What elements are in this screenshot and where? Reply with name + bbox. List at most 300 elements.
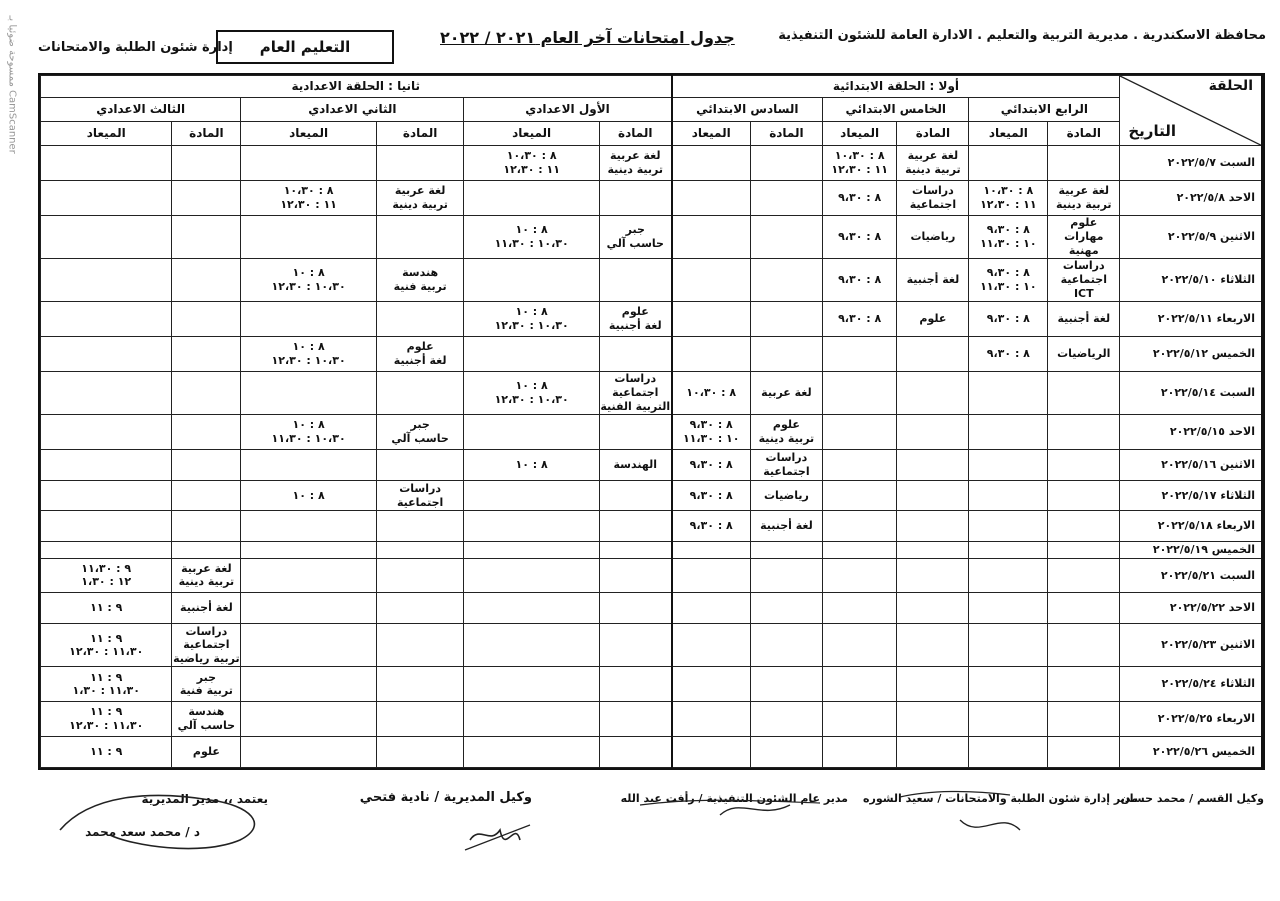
- subject-line: الهندسة: [613, 457, 658, 471]
- time-cell: [969, 624, 1048, 667]
- time-line: ١٠ : ١١،٣٠: [980, 280, 1037, 294]
- time-line: ١١،٣٠ : ١٢،٣٠: [69, 645, 144, 659]
- time-cell: [969, 302, 1048, 337]
- subject-cell: [750, 337, 822, 372]
- subject-cell: [897, 449, 969, 480]
- subject-cell: [376, 258, 463, 301]
- schedule-row: [41, 449, 1263, 480]
- date-cell: الاربعاء ٢٠٢٢/٥/١١: [1120, 302, 1262, 337]
- time-line: ٨ : ٩،٣٠: [689, 457, 733, 471]
- time-cell: [822, 480, 896, 511]
- schedule-row: [41, 593, 1263, 624]
- time-cell: [41, 337, 172, 372]
- time-cell: [464, 180, 600, 215]
- signature-approval: يعتمد ،، مدير المديرية: [141, 792, 268, 806]
- subject-cell: [599, 558, 671, 593]
- handwritten-signatures-icon: [0, 785, 1280, 895]
- time-column-header: الميعاد: [969, 122, 1048, 146]
- signature-directorate-deputy: وكيل المديرية / نادية فتحي: [359, 790, 532, 805]
- date-cell: الخميس ٢٠٢٢/٥/٢٦: [1120, 737, 1262, 768]
- subject-cell: [897, 258, 969, 301]
- time-line: ١١ : ١٢،٣٠: [280, 197, 337, 211]
- date-cell: الاحد ٢٠٢٢/٥/٢٢: [1120, 593, 1262, 624]
- subject-cell: [897, 415, 969, 450]
- subject-cell: [897, 146, 969, 181]
- time-line: ٨ : ١٠: [292, 488, 325, 502]
- grade-header: الرابع الابتدائي: [969, 98, 1120, 122]
- subject-line: دراسات اجتماعية: [183, 624, 230, 652]
- time-cell: [464, 146, 600, 181]
- subject-cell: [172, 180, 241, 215]
- subject-line: هندسة: [188, 705, 225, 719]
- subject-line: تربية رياضية: [173, 652, 240, 666]
- time-line: ١٠،٣٠ : ١٢،٣٠: [271, 353, 346, 367]
- time-cell: [464, 511, 600, 542]
- primary-stage-header: أولا : الحلقة الابتدائية: [672, 76, 1120, 98]
- schedule-row: [41, 415, 1263, 450]
- subject-cell: [172, 337, 241, 372]
- date-cell: الاثنين ٢٠٢٢/٥/٢٣: [1120, 624, 1262, 667]
- subject-cell: [1048, 337, 1120, 372]
- time-cell: [464, 667, 600, 702]
- time-cell: [969, 415, 1048, 450]
- subject-cell: [376, 702, 463, 737]
- time-cell: [41, 415, 172, 450]
- grade-header: الثاني الاعدادي: [241, 98, 464, 122]
- subject-line: علوم: [772, 418, 800, 432]
- subject-cell: [750, 542, 822, 558]
- time-line: ١١ : ١٢،٣٠: [831, 162, 888, 176]
- time-cell: [41, 215, 172, 258]
- subject-column-header: المادة: [172, 122, 241, 146]
- subject-cell: [599, 542, 671, 558]
- time-line: ٨ : ١٠: [515, 379, 548, 393]
- schedule-row: [41, 180, 1263, 215]
- time-cell: [41, 702, 172, 737]
- time-line: ٨ : ٩،٣٠: [838, 273, 882, 287]
- subject-cell: [750, 258, 822, 301]
- time-line: ٨ : ١٠،٣٠: [983, 183, 1034, 197]
- schedule-row: [41, 702, 1263, 737]
- time-line: ١٠ : ١١،٣٠: [980, 236, 1037, 250]
- subject-line: الرياضيات: [1057, 347, 1111, 361]
- time-cell: [822, 337, 896, 372]
- subject-cell: [599, 302, 671, 337]
- time-cell: [822, 302, 896, 337]
- subject-line: لغة أجنبية: [760, 519, 813, 533]
- time-cell: [41, 302, 172, 337]
- time-cell: [464, 258, 600, 301]
- subject-cell: [1048, 511, 1120, 542]
- time-cell: [41, 667, 172, 702]
- time-cell: [822, 415, 896, 450]
- subject-cell: [376, 593, 463, 624]
- subject-cell: [1048, 215, 1120, 258]
- date-cell: السبت ٢٠٢٢/٥/٧: [1120, 146, 1262, 181]
- subject-line: رياضيات: [910, 229, 956, 243]
- time-cell: [969, 337, 1048, 372]
- subject-column-header: المادة: [376, 122, 463, 146]
- subject-cell: [599, 624, 671, 667]
- time-cell: [41, 558, 172, 593]
- subject-cell: [599, 415, 671, 450]
- scanner-watermark: ممسوحة ضوئيا بـ CamScanner: [6, 15, 18, 154]
- subject-line: لغة عربية: [761, 386, 812, 400]
- date-cell: السبت ٢٠٢٢/٥/١٤: [1120, 371, 1262, 414]
- schedule-row: [41, 302, 1263, 337]
- subject-column-header: المادة: [599, 122, 671, 146]
- subject-cell: [897, 737, 969, 768]
- time-cell: [464, 558, 600, 593]
- subject-cell: [897, 667, 969, 702]
- time-column-header: الميعاد: [464, 122, 600, 146]
- time-line: ١٠،٣٠ : ١٢،٣٠: [494, 319, 569, 333]
- date-cell: الاثنين ٢٠٢٢/٥/٩: [1120, 215, 1262, 258]
- corner-stage-label: الحلقة: [1208, 78, 1253, 94]
- time-cell: [969, 146, 1048, 181]
- time-cell: [464, 480, 600, 511]
- time-line: ٩ : ١١: [90, 631, 123, 645]
- subject-cell: [750, 302, 822, 337]
- subject-line: دراسات اجتماعية: [612, 372, 659, 400]
- time-cell: [241, 258, 377, 301]
- time-cell: [464, 415, 600, 450]
- date-cell: الاربعاء ٢٠٢٢/٥/١٨: [1120, 511, 1262, 542]
- subject-line: لغة عربية: [610, 149, 661, 163]
- time-cell: [41, 593, 172, 624]
- time-line: ٨ : ١٠: [292, 340, 325, 354]
- subject-cell: [599, 258, 671, 301]
- subject-cell: [750, 215, 822, 258]
- subject-line: دراسات اجتماعية: [396, 481, 444, 509]
- time-cell: [822, 146, 896, 181]
- subject-cell: [897, 480, 969, 511]
- time-cell: [41, 480, 172, 511]
- time-cell: [969, 667, 1048, 702]
- subject-cell: [1048, 667, 1120, 702]
- subject-cell: [172, 215, 241, 258]
- subject-cell: [897, 180, 969, 215]
- schedule-row: [41, 258, 1263, 301]
- subject-line: حاسب آلي: [177, 719, 236, 733]
- date-cell: الخميس ٢٠٢٢/٥/١٢: [1120, 337, 1262, 372]
- subject-line: علوم: [1070, 216, 1098, 230]
- time-column-header: الميعاد: [241, 122, 377, 146]
- time-line: ١٠،٣٠ : ١٢،٣٠: [494, 393, 569, 407]
- subject-cell: [172, 542, 241, 558]
- date-cell: السبت ٢٠٢٢/٥/٢١: [1120, 558, 1262, 593]
- time-cell: [969, 258, 1048, 301]
- subject-line: لغة عربية: [181, 561, 232, 575]
- time-line: ١١،٣٠ : ١،٣٠: [72, 684, 140, 698]
- schedule-row: [41, 480, 1263, 511]
- signature-affairs-director: مدير إدارة شئون الطلبة والامتحانات / سعيد الشوره: [863, 792, 1138, 805]
- time-cell: [969, 511, 1048, 542]
- time-line: ١٠،٣٠ : ١١،٣٠: [271, 432, 346, 446]
- header-department: إدارة شئون الطلبة والامتحانات: [38, 40, 233, 55]
- subject-cell: [376, 480, 463, 511]
- time-line: ٨ : ١٠،٣٠: [283, 183, 334, 197]
- time-cell: [672, 371, 751, 414]
- time-line: ٨ : ٩،٣٠: [986, 266, 1030, 280]
- subject-cell: [750, 480, 822, 511]
- time-cell: [672, 146, 751, 181]
- subject-cell: [1048, 415, 1120, 450]
- subject-cell: [1048, 624, 1120, 667]
- subject-cell: [750, 624, 822, 667]
- time-cell: [969, 737, 1048, 768]
- subject-column-header: المادة: [1048, 122, 1120, 146]
- time-cell: [822, 371, 896, 414]
- time-cell: [672, 415, 751, 450]
- time-cell: [41, 180, 172, 215]
- subject-line: تربية دينية: [1056, 197, 1112, 211]
- time-line: ٩ : ١١: [90, 601, 123, 615]
- time-cell: [464, 624, 600, 667]
- subject-cell: [172, 302, 241, 337]
- time-line: ٩ : ١١: [90, 670, 123, 684]
- time-cell: [969, 215, 1048, 258]
- subject-line: دراسات اجتماعية: [1060, 259, 1107, 287]
- subject-cell: [750, 702, 822, 737]
- subject-column-header: المادة: [897, 122, 969, 146]
- time-cell: [672, 215, 751, 258]
- date-cell: الثلاثاء ٢٠٢٢/٥/١٧: [1120, 480, 1262, 511]
- subject-cell: [599, 371, 671, 414]
- time-line: ٨ : ١٠،٣٠: [506, 149, 557, 163]
- education-type-box: التعليم العام: [216, 30, 394, 64]
- time-cell: [241, 593, 377, 624]
- time-line: ٨ : ٩،٣٠: [689, 519, 733, 533]
- time-line: ٨ : ١٠: [515, 457, 548, 471]
- subject-cell: [1048, 449, 1120, 480]
- subject-cell: [750, 146, 822, 181]
- subject-line: دراسات اجتماعية: [763, 451, 810, 478]
- subject-cell: [599, 180, 671, 215]
- subject-line: لغة عربية: [1058, 183, 1110, 197]
- time-line: ١١ : ١٢،٣٠: [503, 162, 560, 176]
- time-cell: [822, 542, 896, 558]
- subject-line: مهارات مهنية: [1064, 229, 1104, 257]
- grade-header: السادس الابتدائي: [672, 98, 823, 122]
- time-cell: [41, 146, 172, 181]
- subject-line: تربية دينية: [607, 162, 664, 176]
- subject-line: اجتماعية: [909, 197, 957, 211]
- grade-header: الأول الاعدادي: [464, 98, 672, 122]
- subject-cell: [750, 737, 822, 768]
- subject-cell: [599, 337, 671, 372]
- schedule-row: [41, 624, 1263, 667]
- time-cell: [969, 542, 1048, 558]
- time-line: ١٠،٣٠ : ١١،٣٠: [494, 236, 569, 250]
- subject-cell: [750, 558, 822, 593]
- subject-cell: [599, 667, 671, 702]
- time-cell: [241, 667, 377, 702]
- scanner-sidebar: [0, 0, 18, 901]
- subject-line: لغة عربية: [394, 183, 446, 197]
- page-title: جدول امتحانات آخر العام ٢٠٢١ / ٢٠٢٢: [440, 28, 735, 47]
- subject-cell: [376, 371, 463, 414]
- time-cell: [464, 371, 600, 414]
- time-cell: [241, 337, 377, 372]
- time-cell: [672, 702, 751, 737]
- time-cell: [969, 480, 1048, 511]
- subject-column-header: المادة: [750, 122, 822, 146]
- time-cell: [822, 215, 896, 258]
- subject-cell: [599, 702, 671, 737]
- time-line: ٨ : ٩،٣٠: [689, 488, 733, 502]
- time-line: ٨ : ٩،٣٠: [986, 347, 1030, 361]
- schedule-row: [41, 215, 1263, 258]
- time-cell: [464, 593, 600, 624]
- time-cell: [672, 449, 751, 480]
- subject-cell: [172, 415, 241, 450]
- time-cell: [241, 542, 377, 558]
- subject-cell: [1048, 542, 1120, 558]
- grade-header: الخامس الابتدائي: [822, 98, 969, 122]
- subject-cell: [750, 667, 822, 702]
- time-cell: [969, 180, 1048, 215]
- time-line: ١٠ : ١١،٣٠: [682, 432, 740, 446]
- time-line: ٨ : ١٠،٣٠: [834, 149, 885, 163]
- subject-cell: [897, 337, 969, 372]
- time-cell: [464, 215, 600, 258]
- subject-cell: [1048, 737, 1120, 768]
- time-line: ٨ : ١٠: [515, 305, 548, 319]
- time-cell: [822, 667, 896, 702]
- subject-cell: [376, 511, 463, 542]
- subject-cell: [599, 480, 671, 511]
- signature-department-deputy: وكيل القسم / محمد حسان: [1120, 792, 1264, 805]
- subject-line: تربية دينية: [178, 575, 235, 589]
- date-cell: الاثنين ٢٠٢٢/٥/١٦: [1120, 449, 1262, 480]
- subject-cell: [599, 737, 671, 768]
- time-cell: [241, 180, 377, 215]
- subject-cell: [376, 542, 463, 558]
- time-line: ١١،٣٠ : ١٢،٣٠: [69, 719, 144, 733]
- subject-cell: [376, 558, 463, 593]
- subject-line: لغة أجنبية: [393, 353, 447, 367]
- subject-cell: [172, 702, 241, 737]
- date-cell: الخميس ٢٠٢٢/٥/١٩: [1120, 542, 1262, 558]
- time-line: ٨ : ٩،٣٠: [838, 312, 882, 326]
- subject-cell: [599, 146, 671, 181]
- subject-line: جبر: [625, 223, 645, 237]
- subject-cell: [376, 667, 463, 702]
- time-line: ٨ : ٩،٣٠: [986, 312, 1030, 326]
- subject-line: علوم: [192, 745, 220, 759]
- subject-cell: [897, 302, 969, 337]
- subject-cell: [376, 215, 463, 258]
- time-line: ٨ : ٩،٣٠: [986, 223, 1030, 237]
- time-cell: [241, 415, 377, 450]
- time-cell: [41, 542, 172, 558]
- subject-cell: [376, 737, 463, 768]
- time-cell: [464, 337, 600, 372]
- subject-cell: [172, 667, 241, 702]
- time-line: ٨ : ١٠،٣٠: [686, 386, 737, 400]
- subject-line: دراسات: [912, 183, 954, 197]
- subject-cell: [172, 371, 241, 414]
- time-column-header: الميعاد: [822, 122, 896, 146]
- subject-cell: [1048, 702, 1120, 737]
- subject-line: علوم: [919, 312, 947, 326]
- time-cell: [241, 624, 377, 667]
- subject-cell: [376, 449, 463, 480]
- subject-cell: [897, 558, 969, 593]
- date-cell: الاحد ٢٠٢٢/٥/٨: [1120, 180, 1262, 215]
- subject-cell: [376, 337, 463, 372]
- subject-cell: [172, 558, 241, 593]
- time-cell: [969, 593, 1048, 624]
- time-line: ١٠،٣٠ : ١٢،٣٠: [271, 280, 346, 294]
- subject-cell: [599, 215, 671, 258]
- subject-line: ICT: [1073, 286, 1094, 300]
- time-cell: [672, 542, 751, 558]
- time-cell: [41, 511, 172, 542]
- subject-line: علوم: [406, 340, 434, 354]
- time-cell: [822, 737, 896, 768]
- subject-cell: [1048, 593, 1120, 624]
- subject-line: تربية فنية: [179, 684, 233, 698]
- subject-cell: [599, 511, 671, 542]
- time-column-header: الميعاد: [672, 122, 751, 146]
- subject-cell: [172, 593, 241, 624]
- schedule-row: [41, 511, 1263, 542]
- time-line: ٨ : ٩،٣٠: [689, 418, 733, 432]
- time-cell: [672, 511, 751, 542]
- time-cell: [822, 449, 896, 480]
- subject-cell: [897, 542, 969, 558]
- time-cell: [969, 558, 1048, 593]
- time-line: ٨ : ١٠: [515, 223, 548, 237]
- signatures-area: [0, 785, 1280, 895]
- time-cell: [41, 449, 172, 480]
- time-cell: [241, 511, 377, 542]
- date-cell: الثلاثاء ٢٠٢٢/٥/٢٤: [1120, 667, 1262, 702]
- subject-cell: [172, 146, 241, 181]
- preparatory-stage-header: ثانيا : الحلقة الاعدادية: [41, 76, 672, 98]
- subject-cell: [897, 702, 969, 737]
- time-cell: [41, 737, 172, 768]
- subject-line: تربية دينية: [905, 162, 961, 176]
- subject-line: علوم: [621, 305, 649, 319]
- time-cell: [464, 302, 600, 337]
- subject-cell: [1048, 480, 1120, 511]
- time-cell: [822, 511, 896, 542]
- time-line: ٨ : ٩،٣٠: [838, 190, 882, 204]
- subject-line: هندسة: [402, 266, 439, 280]
- time-line: ٨ : ١٠: [292, 418, 325, 432]
- subject-cell: [376, 302, 463, 337]
- corner-date-label: التاريخ: [1128, 122, 1176, 141]
- time-line: ١١ : ١٢،٣٠: [980, 197, 1037, 211]
- time-column-header: الميعاد: [41, 122, 172, 146]
- time-cell: [241, 558, 377, 593]
- subject-cell: [750, 449, 822, 480]
- subject-line: لغة أجنبية: [608, 319, 662, 333]
- subject-line: جبر: [196, 670, 216, 684]
- header-authority: محافظة الاسكندرية . مديرية التربية والتعليم . الادارة العامة للشئون التنفيذية: [778, 28, 1266, 43]
- subject-line: تربية دينية: [758, 432, 815, 446]
- exam-schedule-table: [38, 73, 1265, 770]
- time-cell: [969, 449, 1048, 480]
- schedule-row: [41, 737, 1263, 768]
- subject-line: تربية فنية: [393, 280, 447, 294]
- grade-header: الثالث الاعدادي: [41, 98, 241, 122]
- subject-cell: [599, 593, 671, 624]
- subject-line: لغة أجنبية: [1057, 312, 1111, 326]
